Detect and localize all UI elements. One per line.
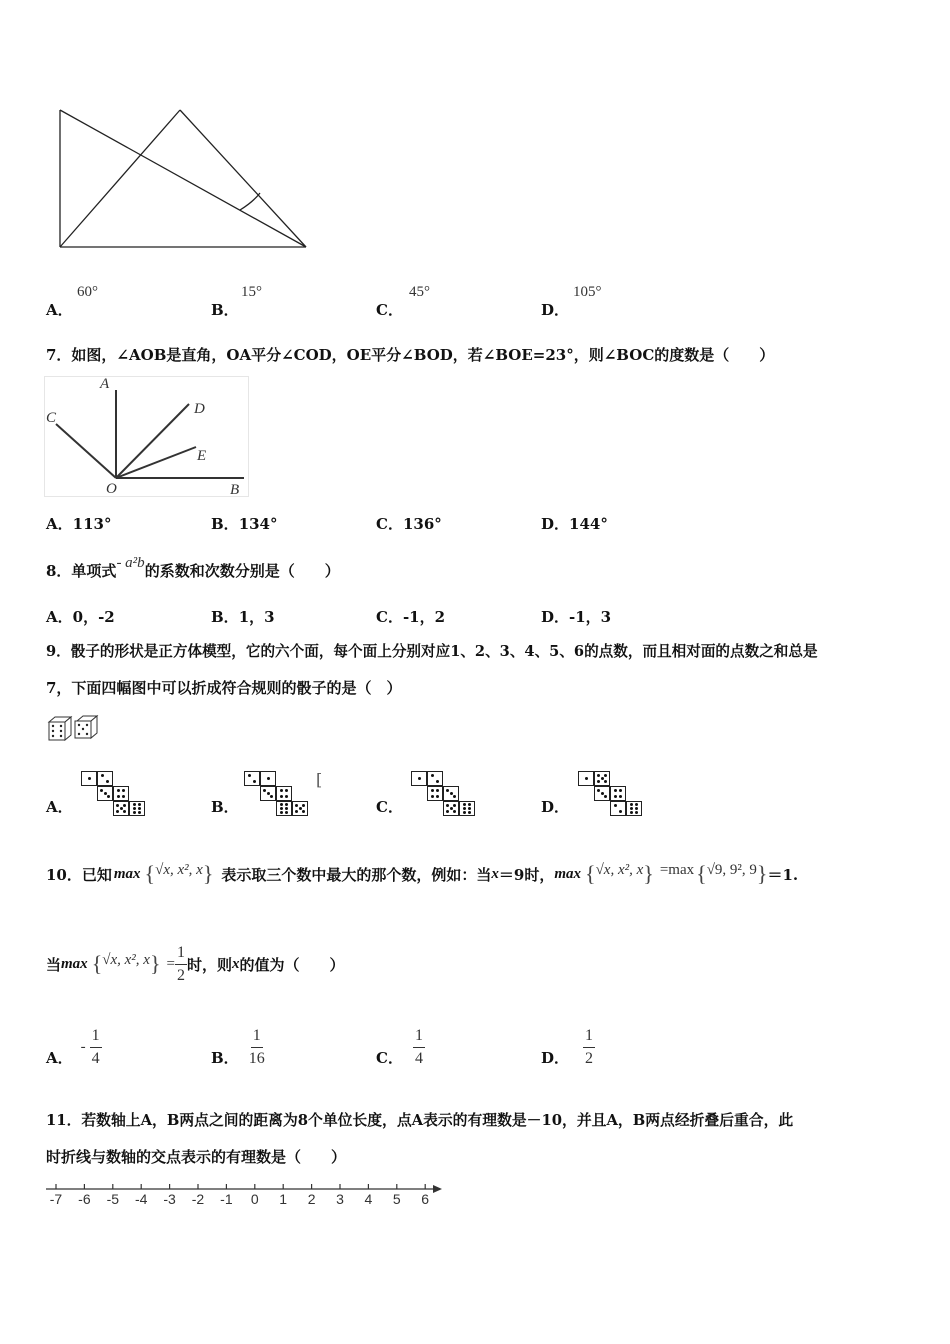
- axis-tick-label: -2: [191, 1191, 205, 1207]
- option-letter: D．: [541, 1048, 570, 1067]
- dice-face: [292, 801, 308, 816]
- dice-face: [276, 786, 292, 801]
- dice-pip: [280, 789, 283, 792]
- q9-option-b-label[interactable]: B．: [211, 798, 239, 816]
- option-value: 144°: [569, 515, 608, 533]
- axis-tick-label: -6: [78, 1191, 91, 1207]
- dice-pip: [604, 795, 607, 798]
- dice-pip: [104, 792, 107, 795]
- dice-pip: [107, 795, 110, 798]
- dice-face: [260, 771, 276, 786]
- dice-pip: [450, 807, 453, 810]
- dice-pip: [463, 811, 466, 814]
- option-letter: D．: [541, 608, 570, 626]
- q10-prefix: 10．已知: [46, 865, 112, 884]
- q8-option-c[interactable]: [376, 606, 445, 627]
- q10-option-b[interactable]: [211, 1024, 265, 1070]
- dice-pip: [463, 803, 466, 806]
- option-letter: B．: [211, 608, 239, 626]
- option-letter: B．: [211, 301, 239, 319]
- dice-pip: [630, 811, 633, 814]
- equals-sign: =: [166, 955, 175, 972]
- dice-pip: [436, 780, 439, 783]
- dice-pip: [431, 774, 434, 777]
- axis-tick-label: 5: [392, 1191, 401, 1207]
- axis-tick-label: -1: [220, 1191, 233, 1207]
- q10-mid-text: 表示取三个数中最大的那个数，例如：当: [221, 865, 492, 884]
- dice-pip: [468, 803, 471, 806]
- dice-pip: [285, 803, 288, 806]
- dice-face: [411, 771, 427, 786]
- max-word: max: [554, 865, 581, 882]
- axis-tick-label: 1: [279, 1191, 288, 1207]
- dice-face: [610, 801, 626, 816]
- var-x: x: [491, 865, 499, 882]
- dice-pip: [285, 811, 288, 814]
- option-letter: D．: [541, 515, 570, 533]
- option-value: -1，3: [569, 608, 612, 626]
- dice-pip: [619, 795, 622, 798]
- dice-pip: [263, 789, 266, 792]
- q10-option-d[interactable]: [541, 1024, 595, 1070]
- dice-pip: [431, 795, 434, 798]
- dice-face: [626, 801, 642, 816]
- q8-monomial: - a²b: [116, 555, 145, 571]
- option-letter: B．: [211, 1048, 239, 1067]
- var-x: x: [232, 955, 240, 972]
- q10-line2: 当 max { √x, x², x } = $\frac{1}{2}$ 时，则 x 的值为（ ）: [46, 943, 345, 984]
- option-letter: C．: [376, 1048, 403, 1067]
- dice-pip: [597, 774, 600, 777]
- dice-pip: [614, 804, 617, 807]
- dice-pip: [138, 803, 141, 806]
- dice-face: [97, 771, 113, 786]
- label-b: B: [230, 482, 240, 498]
- max-set: √x, x², x: [102, 951, 150, 968]
- q10-option-c[interactable]: [376, 1024, 425, 1070]
- q10-eq9: ＝9时，: [498, 865, 555, 884]
- dice-face: [97, 786, 113, 801]
- dice-pip: [635, 811, 638, 814]
- option-value: 1，3: [238, 608, 275, 626]
- dice-pip: [133, 811, 136, 814]
- option-value: 136°: [402, 515, 442, 533]
- dice-pip: [267, 777, 270, 780]
- axis-tick-label: 3: [336, 1191, 344, 1207]
- dice-face: [443, 801, 459, 816]
- dice-pip: [585, 777, 588, 780]
- axis-tick-label: -5: [106, 1191, 120, 1207]
- q9-option-d-label[interactable]: D．: [541, 798, 570, 816]
- q9-option-d-net[interactable]: [578, 771, 648, 821]
- dice-face: [113, 801, 129, 816]
- q10-line2-suffix: 时，则: [186, 955, 232, 974]
- option-fraction: $\frac{1}{4}$: [414, 1026, 423, 1067]
- dice-pip: [614, 795, 617, 798]
- option-letter: B．: [211, 515, 239, 533]
- dice-pip: [635, 807, 638, 810]
- axis-tick-label: -7: [49, 1191, 63, 1207]
- dice-pip: [280, 795, 283, 798]
- q7-question-text: 7．如图，∠AOB是直角，OA平分∠COD，OE平分∠BOD，若∠BOE=23°，则∠BOC的度数是（ ）: [46, 346, 775, 364]
- dice-pip: [431, 789, 434, 792]
- q8-option-d[interactable]: [541, 606, 611, 627]
- dice-pip: [635, 803, 638, 806]
- dice-pip: [295, 810, 298, 813]
- q9-question-line2: 7，下面四幅图中可以折成符合规则的骰子的是（ ）: [46, 679, 402, 697]
- dice-face: [129, 801, 145, 816]
- dice-pip: [302, 810, 305, 813]
- dice-pip: [88, 777, 91, 780]
- max-set-example: √9, 9², 9: [706, 861, 757, 878]
- dice-pip: [601, 777, 604, 780]
- dice-face: [260, 786, 276, 801]
- dice-pip: [597, 789, 600, 792]
- dice-face: [113, 786, 129, 801]
- dice-pip: [630, 803, 633, 806]
- q10-result: ＝1.: [767, 865, 799, 884]
- dice-pair-icon: [47, 713, 101, 741]
- dice-pip: [123, 804, 126, 807]
- q7-angle-figure: [44, 376, 250, 498]
- dice-face: [610, 786, 626, 801]
- dice-face: [244, 771, 260, 786]
- option-letter: A．: [46, 515, 73, 533]
- dice-face: [81, 771, 97, 786]
- label-d: D: [194, 401, 205, 417]
- dice-pip: [138, 811, 141, 814]
- option-letter: C．: [376, 608, 403, 626]
- dice-pip: [285, 807, 288, 810]
- q7-option-b[interactable]: [211, 513, 278, 534]
- q9-option-b-net[interactable]: [244, 771, 314, 821]
- q10-option-a[interactable]: [46, 1024, 102, 1070]
- axis-tick-label: 6: [421, 1191, 430, 1207]
- dice-pip: [133, 807, 136, 810]
- q7-option-d[interactable]: [541, 513, 608, 534]
- dice-pip: [280, 807, 283, 810]
- number-line: [44, 1180, 448, 1216]
- label-a: A: [100, 376, 110, 392]
- q9-option-a-net[interactable]: [81, 771, 151, 821]
- dice-pip: [614, 789, 617, 792]
- dice-pip: [604, 774, 607, 777]
- q11-question-line1: 11．若数轴上A，B两点之间的距离为8个单位长度，点A表示的有理数是－10，并且A，B两点经折叠后重合，此: [46, 1112, 794, 1129]
- option-fraction: $\frac{1}{4}$: [91, 1026, 100, 1067]
- dice-pip: [106, 780, 109, 783]
- max-word: max: [61, 955, 88, 972]
- option-fraction: $\frac{1}{2}$: [585, 1026, 594, 1067]
- axis-tick-label: 0: [250, 1191, 259, 1207]
- option-value: 105°: [573, 284, 602, 300]
- dice-pip: [133, 803, 136, 806]
- dice-pip: [138, 807, 141, 810]
- dice-pip: [299, 807, 302, 810]
- dice-pip: [436, 789, 439, 792]
- q8-question-text: [46, 555, 340, 581]
- dice-pip: [601, 792, 604, 795]
- dice-pip: [122, 789, 125, 792]
- dice-pip: [285, 795, 288, 798]
- dice-pip: [295, 804, 298, 807]
- q9-option-c-net[interactable]: [411, 771, 481, 821]
- dice-pip: [446, 789, 449, 792]
- option-letter: C．: [376, 301, 403, 319]
- dice-pip: [116, 810, 119, 813]
- dice-pip: [630, 807, 633, 810]
- option-letter: D．: [541, 301, 570, 319]
- half-fraction: $\frac{1}{2}$: [176, 943, 185, 984]
- q7-option-a[interactable]: [46, 513, 111, 534]
- max-set: √x, x², x: [595, 861, 644, 878]
- dice-pip: [597, 780, 600, 783]
- dice-pip: [468, 811, 471, 814]
- dice-pip: [122, 795, 125, 798]
- q8-option-b[interactable]: [211, 606, 275, 627]
- label-e: E: [197, 448, 207, 464]
- dice-pip: [120, 807, 123, 810]
- q9-option-c-label[interactable]: C．: [376, 798, 403, 816]
- label-o: O: [106, 481, 117, 497]
- option-value: 134°: [238, 515, 278, 533]
- dice-pip: [285, 789, 288, 792]
- q8-option-a[interactable]: [46, 606, 115, 627]
- axis-tick-label: -4: [134, 1191, 148, 1207]
- stray-bracket: [: [316, 770, 323, 789]
- q11-question-line2: 时折线与数轴的交点表示的有理数是（ ）: [46, 1148, 347, 1166]
- max-word: max: [113, 865, 141, 882]
- dice-pip: [253, 780, 256, 783]
- option-letter: A．: [46, 608, 73, 626]
- dice-pip: [100, 789, 103, 792]
- dice-face: [594, 771, 610, 786]
- dice-pip: [117, 789, 120, 792]
- axis-tick-label: 2: [307, 1191, 316, 1207]
- q10-line2-end: 的值为（ ）: [239, 955, 345, 974]
- q10-eq-max: =max: [659, 861, 695, 878]
- dice-face: [427, 771, 443, 786]
- option-value: 113°: [72, 515, 112, 533]
- dice-face: [276, 801, 292, 816]
- dice-face: [443, 786, 459, 801]
- dice-pip: [116, 804, 119, 807]
- dice-pip: [463, 807, 466, 810]
- q9-question-line1: 9．骰子的形状是正方体模型，它的六个面，每个面上分别对应1、2、3、4、5、6的点数，而且相对面的点数之和总是: [46, 643, 818, 660]
- dice-face: [427, 786, 443, 801]
- q8-prefix: 8．单项式: [46, 562, 117, 580]
- max-set: √x, x², x: [155, 861, 203, 878]
- dice-pip: [619, 789, 622, 792]
- dice-pip: [453, 810, 456, 813]
- q10-line2-prefix: 当: [46, 955, 62, 974]
- q8-suffix: 的系数和次数分别是（ ）: [144, 562, 340, 580]
- axis-tick-label: 4: [364, 1191, 373, 1207]
- dice-face: [578, 771, 594, 786]
- option-value: -1，2: [402, 608, 446, 626]
- option-fraction: $\frac{1}{16}$: [248, 1026, 265, 1067]
- dice-pip: [270, 795, 273, 798]
- axis-tick-label: -3: [163, 1191, 176, 1207]
- dice-pip: [123, 810, 126, 813]
- dice-pip: [436, 795, 439, 798]
- dice-pip: [453, 795, 456, 798]
- dice-pip: [446, 810, 449, 813]
- option-letter: A．: [46, 1048, 73, 1067]
- label-c: C: [46, 410, 57, 426]
- option-letter: C．: [376, 515, 403, 533]
- option-letter: A．: [46, 301, 73, 319]
- dice-pip: [280, 811, 283, 814]
- dice-pip: [302, 804, 305, 807]
- q6-triangle-figure: [50, 100, 320, 260]
- dice-pip: [101, 774, 104, 777]
- option-value: 0，-2: [72, 608, 115, 626]
- dice-pip: [604, 780, 607, 783]
- q7-option-c[interactable]: [376, 513, 442, 534]
- q9-option-a-label[interactable]: A．: [46, 798, 73, 816]
- option-sign: -: [80, 1038, 86, 1055]
- option-value: 60°: [77, 284, 98, 300]
- dice-pip: [468, 807, 471, 810]
- dice-pip: [619, 810, 622, 813]
- dice-face: [594, 786, 610, 801]
- dice-pip: [117, 795, 120, 798]
- dice-pip: [450, 792, 453, 795]
- dice-face: [459, 801, 475, 816]
- dice-pip: [453, 804, 456, 807]
- q10-line1: 10．已知 max { √x, x², x } 表示取三个数中最大的那个数，例如：当 x ＝9时， max { √x, x², x } =max { √9, 9², 9 } ＝1.: [46, 861, 799, 886]
- dice-pip: [418, 777, 421, 780]
- dice-pip: [446, 804, 449, 807]
- option-value: 15°: [241, 284, 262, 300]
- dice-pip: [280, 803, 283, 806]
- option-value: 45°: [409, 284, 430, 300]
- dice-pip: [267, 792, 270, 795]
- dice-pip: [248, 774, 251, 777]
